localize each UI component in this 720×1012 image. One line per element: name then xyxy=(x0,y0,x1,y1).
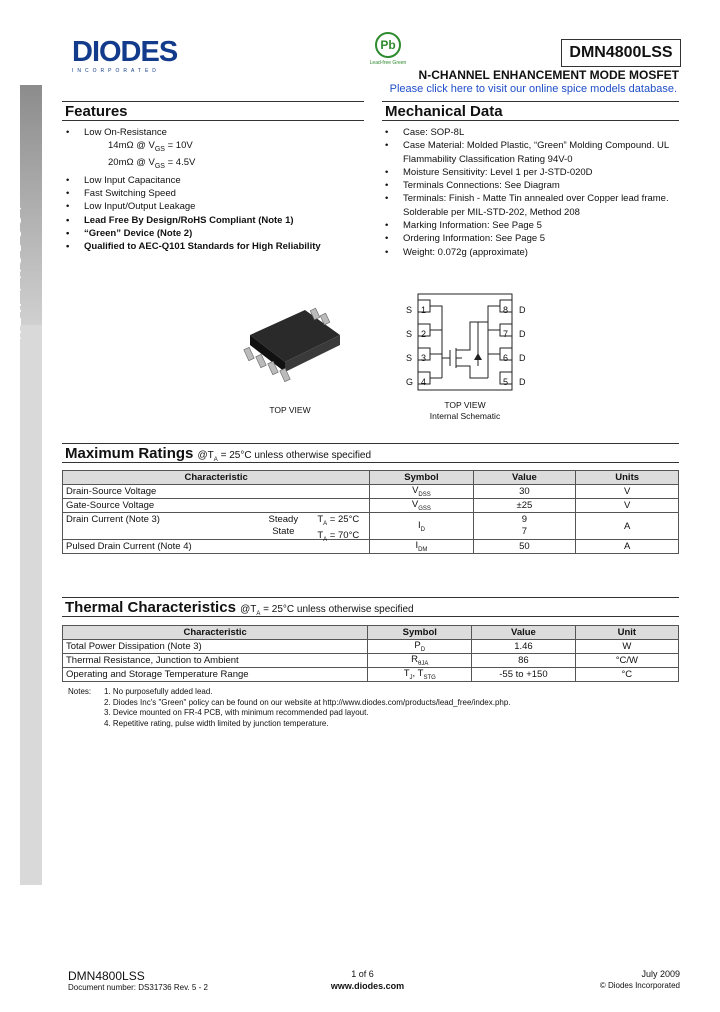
list-item: • Low Input/Output Leakage xyxy=(62,200,372,213)
schematic-caption-1: TOP VIEW xyxy=(444,400,486,410)
package-caption: TOP VIEW xyxy=(269,405,311,415)
device-subtitle: N-CHANNEL ENHANCEMENT MODE MOSFET xyxy=(418,68,679,82)
table-header-row: Characteristic Symbol Value Units xyxy=(63,471,679,485)
table-row: Drain Current (Note 3) Steady State $T_A = 25^\circ C$ $T_A = 70^\circ C$ $I_D$ 9 7 A xyxy=(63,513,679,540)
list-item: • Fast Switching Speed xyxy=(62,187,372,200)
list-item: • Marking Information: See Page 5 xyxy=(381,219,681,232)
lead-free-icon: Pb Lead-free Green xyxy=(364,32,412,66)
features-list xyxy=(62,126,372,253)
left-pin-names: S S S G xyxy=(406,305,414,387)
schematic-caption-2: Internal Schematic xyxy=(429,411,501,421)
footer-date: July 2009 xyxy=(641,969,680,979)
footer-part-number: DMN4800LSS xyxy=(68,969,145,983)
list-item: • Qualified to AEC-Q101 Standards for High Reliability xyxy=(62,240,372,253)
note-item: 4. Repetitive rating, pulse width limited by junction temperature. xyxy=(104,718,329,728)
footer-document-number: Document number: DS31736 Rev. 5 - 2 xyxy=(68,983,208,992)
internal-schematic xyxy=(400,292,530,427)
list-item: • Ordering Information: See Page 5 xyxy=(381,232,681,245)
part-number: DMN4800LSS xyxy=(561,39,681,67)
table-header-row: Characteristic Symbol Value Unit xyxy=(63,626,679,640)
note-item: 1. No purposefully added lead. xyxy=(104,687,213,696)
notes: Notes: 1. No purposefully added lead. 2. Diodes Inc's "Green" policy can be found on our website at http://www.diodes.com/products/lead_free/index.php. 3. Device mounted on FR-4 PCB, with minimum recommended pad layout. 4. Repetitive rating, pulse width limited by junction temperature. xyxy=(68,687,688,729)
note-item: 3. Device mounted on FR-4 PCB, with minimum recommended pad layout. xyxy=(104,708,369,717)
footer-page-number: 1 of 6 xyxy=(351,969,374,979)
table-row: Thermal Resistance, Junction to Ambient $R_{\theta JA}$ 86 °C/W xyxy=(63,654,679,668)
new-product-label: NEW PRODUCT xyxy=(8,201,24,340)
list-item: • Case: SOP-8L xyxy=(381,126,681,139)
list-item: 20mΩ @ $V_{GS} = 4.5V$ xyxy=(108,157,196,171)
diodes-logo: DIODES INCORPORATED xyxy=(72,36,178,74)
thermal-heading: Thermal Characteristics $@T_A = 25^\circ C$ unless otherwise specified xyxy=(62,597,679,617)
list-item: • Terminals Connections: See Diagram xyxy=(381,179,681,192)
sop8-package-icon xyxy=(230,300,350,400)
maximum-ratings-table xyxy=(62,470,679,554)
thermal-table xyxy=(62,625,679,682)
table-row: Drain-Source Voltage $V_{DSS}$ 30 V xyxy=(63,485,679,499)
right-pin-names: D D D D xyxy=(519,305,526,387)
footer-copyright: © Diodes Incorporated xyxy=(599,981,680,990)
footer-website-link[interactable]: www.diodes.com xyxy=(330,981,405,991)
right-pin-numbers: 8 7 6 5 xyxy=(503,305,509,387)
list-item: • Weight: 0.072g (approximate) xyxy=(381,246,681,259)
list-item: • Case Material: Molded Plastic, “Green” Molding Compound. UL Flammability Classification Rating 94V-0 xyxy=(381,139,681,166)
table-row: Total Power Dissipation (Note 3) $P_D$ 1.46 W xyxy=(63,640,679,654)
mechanical-list xyxy=(381,126,681,259)
left-pin-numbers: 1 2 3 4 xyxy=(421,305,427,387)
mechanical-heading: Mechanical Data xyxy=(382,101,679,121)
list-item: • Lead Free By Design/RoHS Compliant (Note 1) xyxy=(62,214,372,227)
table-row: Operating and Storage Temperature Range $T_J$, $T_{STG}$ -55 to +150 °C xyxy=(63,668,679,682)
list-item: • Low On-Resistance xyxy=(62,126,372,139)
features-heading: Features xyxy=(62,101,364,121)
package-top-view xyxy=(230,300,350,420)
list-item: • “Green” Device (Note 2) xyxy=(62,227,372,240)
table-row: Pulsed Drain Current (Note 4) $I_{DM}$ 50 A xyxy=(63,540,679,554)
table-row: Gate-Source Voltage $V_{GSS}$ ±25 V xyxy=(63,499,679,513)
note-item: 2. Diodes Inc's "Green" policy can be found on our website at http://www.diodes.com/products/lead_free/index.php. xyxy=(104,697,511,707)
list-item: • Moisture Sensitivity: Level 1 per J-STD-020D xyxy=(381,166,681,179)
spice-models-link[interactable]: Please click here to visit our online spice models database. xyxy=(389,83,677,95)
list-item: • Terminals: Finish - Matte Tin annealed over Copper lead frame. Solderable per MIL-STD-202, Method 208 xyxy=(381,192,681,219)
maximum-ratings-heading: Maximum Ratings $@T_A = 25^\circ C$ unless otherwise specified xyxy=(62,443,679,463)
list-item: • Low Input Capacitance xyxy=(62,174,372,187)
schematic-diagram-icon xyxy=(400,292,530,397)
list-item: 14mΩ @ $V_{GS} = 10V$ xyxy=(108,140,193,154)
